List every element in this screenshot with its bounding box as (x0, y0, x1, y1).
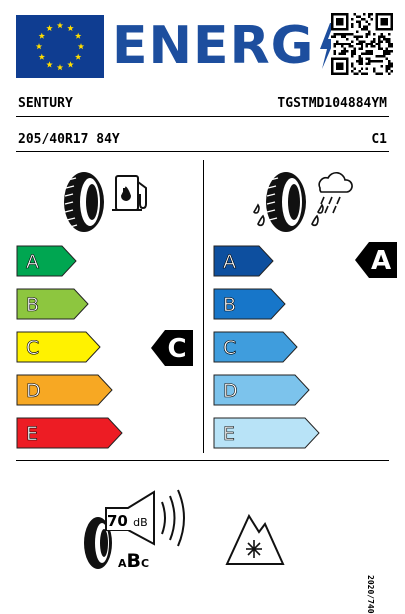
divider (16, 151, 389, 152)
rain-cloud-icon (319, 173, 352, 213)
noise-class (118, 550, 149, 575)
fuel-bar-letter: A (26, 251, 39, 273)
eu-stars-icon (16, 15, 104, 78)
energy-logo (112, 14, 338, 78)
qr-code-icon (331, 13, 393, 75)
wet-grip-bar-letter: C (223, 337, 237, 359)
tyre-icon (64, 172, 104, 232)
noise-db-value: 70 (107, 512, 128, 530)
wet-grip-bar-letter: B (223, 294, 237, 316)
fuel-efficiency-scale (16, 245, 124, 447)
eu-star-icon (78, 43, 84, 49)
fuel-rating-letter: C (167, 334, 187, 364)
wet-grip-bar-c (213, 331, 321, 361)
wet-grip-bar-letter: E (223, 423, 236, 445)
fuel-efficiency-icon (58, 166, 158, 240)
wet-grip-rating-letter: A (370, 246, 392, 276)
eu-star-icon (67, 25, 73, 31)
eu-star-icon (46, 61, 52, 67)
eu-star-icon (39, 54, 45, 60)
fuel-pump-icon (112, 176, 146, 210)
wet-grip-rating-indicator (355, 242, 397, 282)
fuel-bar-letter: C (26, 337, 40, 359)
wet-grip-bar-e (213, 417, 321, 447)
wet-grip-bar-letter: D (223, 380, 238, 402)
eu-star-icon (67, 61, 73, 67)
fuel-bar-letter: B (26, 294, 40, 316)
noise-class-a: A (118, 557, 127, 570)
tyre-class: C1 (371, 132, 387, 147)
wet-grip-icon (250, 166, 360, 240)
model-code: TGSTMD104884YM (277, 96, 387, 111)
qr-code (331, 13, 393, 75)
eu-flag (16, 15, 104, 78)
tyre-size: 205/40R17 84Y (18, 132, 120, 147)
divider (16, 460, 389, 461)
eu-star-icon (36, 43, 42, 49)
wet-grip-bar-letter: A (223, 251, 236, 273)
fuel-bar-letter: D (26, 380, 41, 402)
mountain-snowflake-icon (225, 512, 285, 566)
noise-class-c: C (141, 557, 150, 570)
tyre-icon (266, 172, 306, 232)
fuel-bar-letter: E (26, 423, 39, 445)
divider (16, 116, 389, 117)
regulation-number: 2020/740 (366, 575, 375, 614)
fuel-bar-c (16, 331, 124, 361)
noise-value (107, 512, 148, 530)
noise-class-b: B (126, 550, 141, 572)
wet-grip-scale (213, 245, 321, 447)
fuel-bar-b (16, 288, 124, 318)
snow-grip-icon (225, 512, 285, 570)
brand-name: SENTURY (18, 96, 73, 111)
wet-grip-bar-a (213, 245, 321, 275)
eu-star-icon (46, 25, 52, 31)
fuel-rating-indicator (151, 330, 193, 370)
wet-grip-bar-b (213, 288, 321, 318)
fuel-bar-e (16, 417, 124, 447)
eu-star-icon (75, 54, 81, 60)
eu-star-icon (75, 33, 81, 39)
fuel-bar-d (16, 374, 124, 404)
fuel-bar-a (16, 245, 124, 275)
wet-grip-bar-d (213, 374, 321, 404)
eu-star-icon (57, 64, 63, 70)
eu-star-icon (39, 33, 45, 39)
noise-db-unit: dB (133, 516, 148, 529)
energy-wordmark: ENERG (112, 16, 315, 76)
eu-star-icon (57, 22, 63, 28)
column-divider (203, 160, 204, 453)
